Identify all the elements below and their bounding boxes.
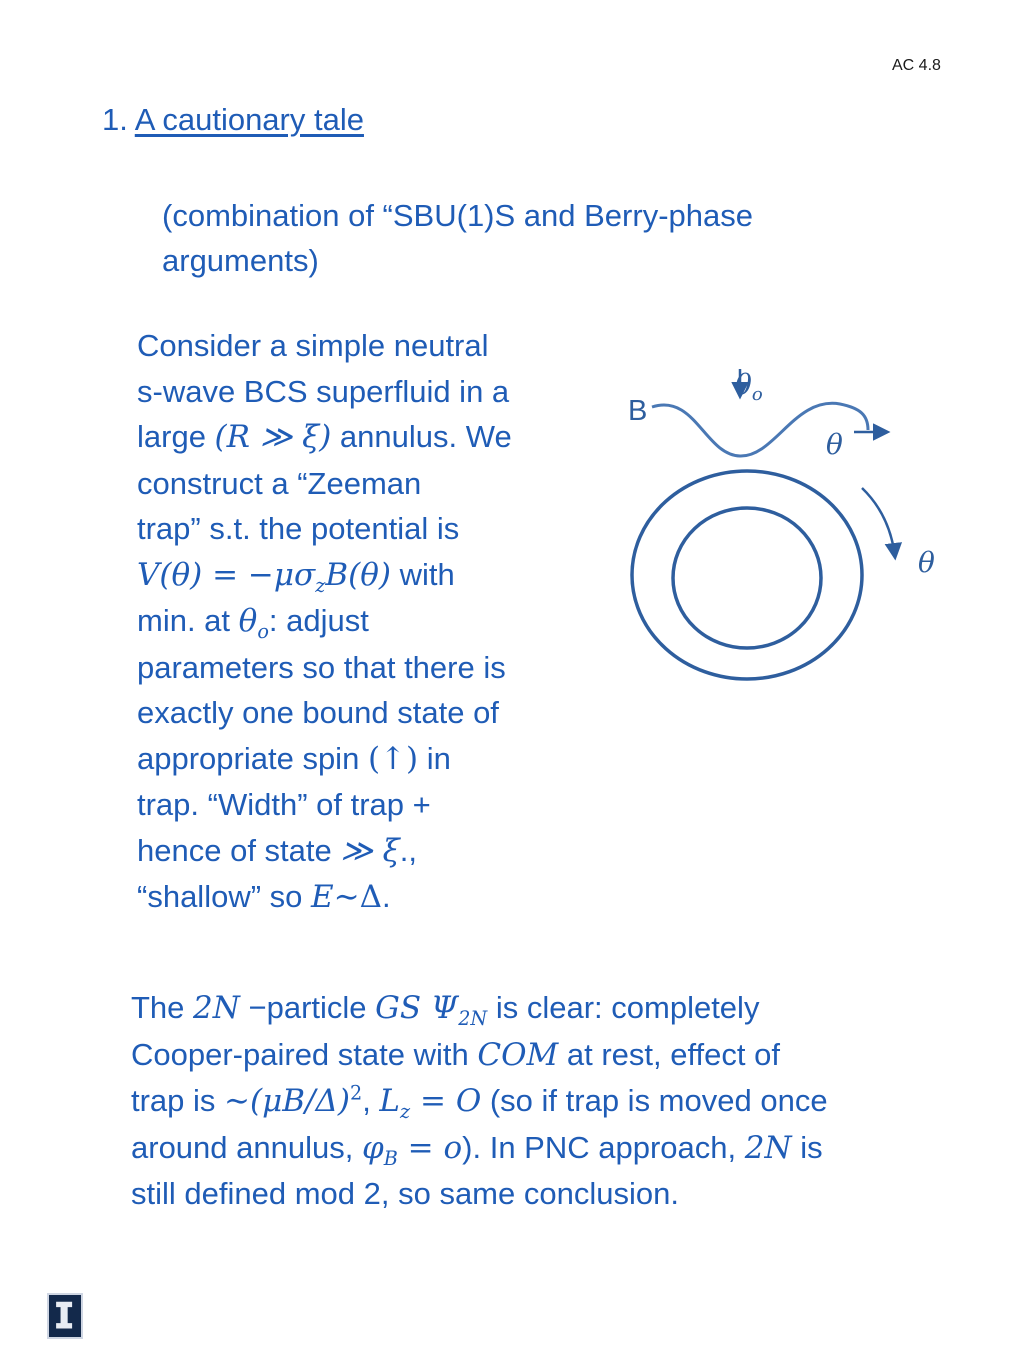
math-span: ≫ ξ [340, 832, 400, 869]
label-theta-mid: θ [826, 428, 843, 461]
math-span: = O [410, 1083, 482, 1119]
subtitle [162, 193, 882, 283]
text-line: parameters so that there is [137, 649, 506, 685]
text-span: ., [399, 832, 417, 868]
text-span: appropriate spin [137, 740, 368, 776]
math-subscript: o [257, 620, 269, 644]
text-span: Cooper-paired state with [131, 1036, 478, 1072]
subtitle-line: (combination of “SBU(1)S and Berry-phase [162, 198, 753, 233]
math-span: = o [397, 1129, 463, 1166]
text-line [131, 1078, 828, 1125]
label-b: B [628, 395, 648, 427]
university-logo [47, 1293, 83, 1339]
math-span: L [379, 1083, 401, 1119]
rotation-arrow [862, 488, 895, 557]
math-span: φ [361, 1129, 384, 1166]
math-span: (R ≫ ξ) [214, 419, 332, 455]
math-span: COM [477, 1036, 559, 1073]
label-theta-side: θ [918, 546, 935, 579]
math-superscript: 2 [349, 1081, 363, 1105]
text-line: Consider a simple neutral [137, 328, 489, 363]
text-line [137, 736, 512, 783]
math-span: (↑) [367, 740, 419, 777]
text-span: annulus. We [331, 419, 512, 454]
text-line [137, 598, 512, 645]
section-number: 1. [102, 102, 128, 137]
text-line [137, 414, 512, 461]
description-paragraph [137, 323, 512, 921]
text-line [137, 828, 512, 875]
text-span: with [390, 556, 455, 592]
text-span: “shallow” so [137, 879, 311, 914]
math-span: ∼(μB/Δ) [224, 1083, 350, 1119]
text-line: still defined mod 2, so same conclusion. [131, 1176, 679, 1211]
text-span: , [362, 1083, 380, 1118]
math-subscript: z [400, 1100, 411, 1124]
math-span: θ [238, 603, 258, 639]
text-span: −particle [239, 990, 376, 1025]
conclusion-paragraph [131, 985, 828, 1217]
math-span: B(θ) [325, 556, 391, 593]
text-span: hence of state [137, 832, 341, 868]
text-line: exactly one bound state of [137, 695, 499, 730]
math-subscript: B [383, 1146, 398, 1170]
math-span: E [311, 879, 334, 915]
annulus-diagram [590, 360, 970, 700]
math-span: 2N [744, 1129, 792, 1166]
text-line [137, 874, 512, 921]
text-line [137, 552, 512, 599]
text-span: : adjust [268, 603, 369, 638]
text-span: trap is [131, 1083, 225, 1118]
math-subscript: 2N [458, 1007, 488, 1031]
text-span: (so if trap is moved once [481, 1083, 828, 1118]
text-span: ). In PNC approach, [462, 1129, 745, 1165]
text-span: The [131, 990, 194, 1025]
math-span: GS Ψ [375, 990, 459, 1026]
text-line: trap” s.t. the potential is [137, 511, 460, 546]
text-line: construct a “Zeeman [137, 465, 422, 501]
text-line [131, 1032, 828, 1079]
text-span: large [137, 419, 215, 454]
label-theta-o: $\theta_o$ [735, 368, 763, 405]
text-span: min. at [137, 603, 239, 638]
text-line [131, 985, 828, 1032]
section-title: A cautionary tale [134, 102, 364, 137]
math-span: ∼Δ [333, 879, 383, 915]
math-span: 2N [193, 990, 240, 1026]
annulus-inner-ring [673, 508, 821, 648]
text-span: is clear: completely [487, 990, 760, 1025]
section-heading [102, 102, 364, 138]
math-span: V(θ) = −μσ [137, 556, 316, 593]
text-span: is [791, 1129, 823, 1165]
text-span: in [418, 740, 451, 776]
text-span: . [382, 879, 391, 914]
block-i-icon [49, 1295, 81, 1337]
slide-id: AC 4.8 [892, 57, 941, 74]
text-line [131, 1125, 828, 1172]
math-subscript: z [315, 573, 326, 597]
subtitle-line: arguments) [162, 243, 319, 278]
text-line: s-wave BCS superfluid in a [137, 373, 510, 409]
text-line: trap. “Width” of trap + [137, 787, 431, 822]
text-span: around annulus, [131, 1129, 362, 1165]
text-span: at rest, effect of [558, 1036, 780, 1072]
